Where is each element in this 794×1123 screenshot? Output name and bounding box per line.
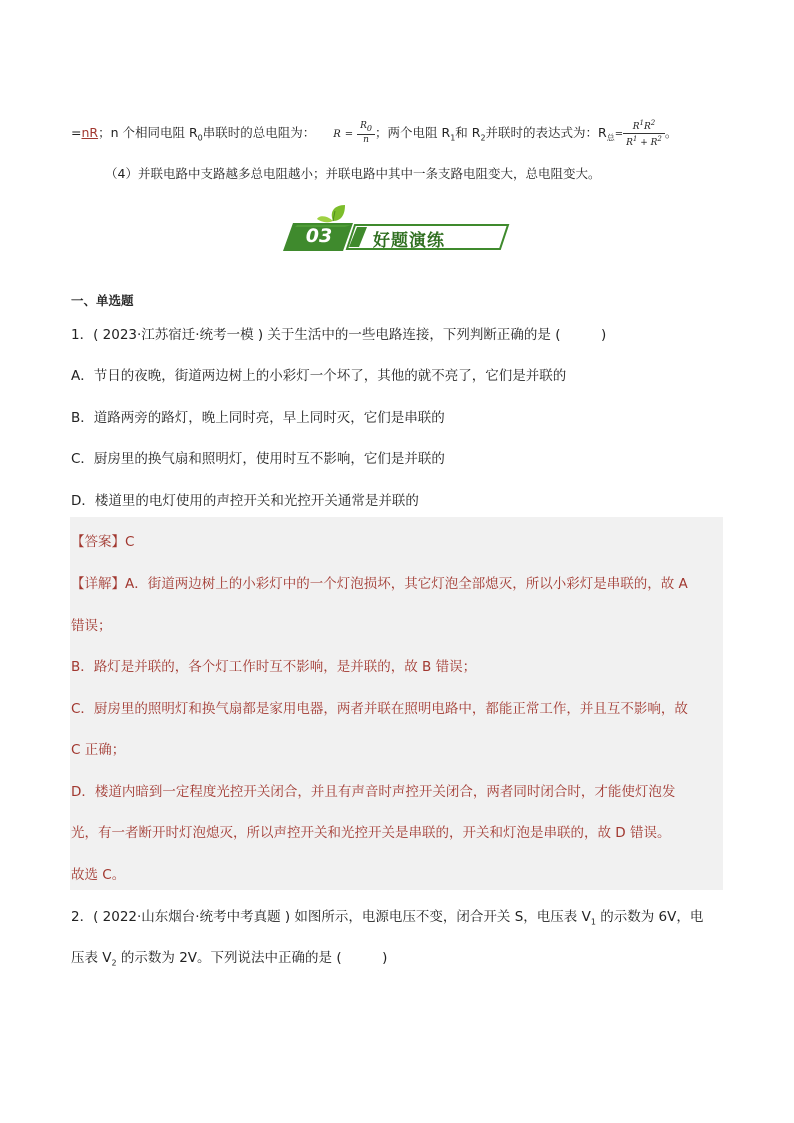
answer-detail-line1: 【详解】A．街道两边树上的小彩灯中的一个灯泡损坏，其它灯泡全部熄灭，所以小彩灯是串联的，故 A <box>71 576 688 592</box>
banner-title: 好题演练 <box>373 231 445 251</box>
answer-label: 【答案】C <box>71 534 135 550</box>
parallel-fraction: $\frac{R^1R^2}{R^1 + R^2}$ <box>623 118 665 149</box>
series-fraction: $\frac{R_0}{n}$ <box>357 121 375 146</box>
answer-d-line1: D．楼道内暗到一定程度光控开关闭合，并且有声音时声控开关闭合，两者同时闭合时，才能使灯泡发 <box>71 784 676 800</box>
banner-number: 03 <box>305 225 333 247</box>
point-4: （4）并联电路中支路越多总电阻越小；并联电路中其中一条支路电阻变大，总电阻变大。 <box>105 166 601 181</box>
q1-option-d[interactable]: D．楼道里的电灯使用的声控开关和光控开关通常是并联的 <box>71 493 419 509</box>
q1-stem: 1．( 2023·江苏宿迁·统考一模 ) 关于生活中的一些电路连接，下列判断正确的是 ( ) <box>71 327 607 343</box>
answer-c-line2: C 正确； <box>71 742 126 758</box>
q1-option-a[interactable]: A．节日的夜晚，街道两边树上的小彩灯一个坏了，其他的就不亮了，它们是并联的 <box>71 368 567 384</box>
q2-line1: 2．( 2022·山东烟台·统考中考真题 ) 如图所示，电源电压不变，闭合开关 S，电压表 $V_1$ 的示数为 6V，电 <box>71 909 704 927</box>
answer-d-line2: 光，有一者断开时灯泡熄灭，所以声控开关和光控开关是串联的，开关和灯泡是串联的，故 D 错误。 <box>71 825 671 841</box>
q2-line2: 压表 $V_2$ 的示数为 2V。下列说法中正确的是 ( ) <box>71 950 388 968</box>
answer-final: 故选 C。 <box>71 867 126 883</box>
section-heading: 一、单选题 <box>71 293 134 308</box>
leaf-icon <box>317 205 345 222</box>
nR-link: nR <box>81 125 99 140</box>
answer-b-line: B．路灯是并联的，各个灯工作时互不影响，是并联的，故 B 错误； <box>71 659 477 675</box>
section-banner <box>283 203 513 255</box>
answer-c-line1: C．厨房里的照明灯和换气扇都是家用电器，两者并联在照明电路中，都能正常工作，并且互不影响，故 <box>71 701 688 717</box>
answer-detail-line2: 错误； <box>71 618 112 634</box>
q1-option-c[interactable]: C．厨房里的换气扇和照明灯，使用时互不影响，它们是并联的 <box>71 451 445 467</box>
q1-option-b[interactable]: B．道路两旁的路灯，晚上同时亮，早上同时灭，它们是串联的 <box>71 410 445 426</box>
formula-line: =nR；n 个相同电阻 $R_0$串联时的总电阻为： R = $\frac{R_0}{n}$ ；两个电阻 $R_1$和 $R_2$并联时的表达式为：$R_总=$ $\frac{R^1R^2}{R^1 + R^2}$ 。 <box>71 119 678 148</box>
